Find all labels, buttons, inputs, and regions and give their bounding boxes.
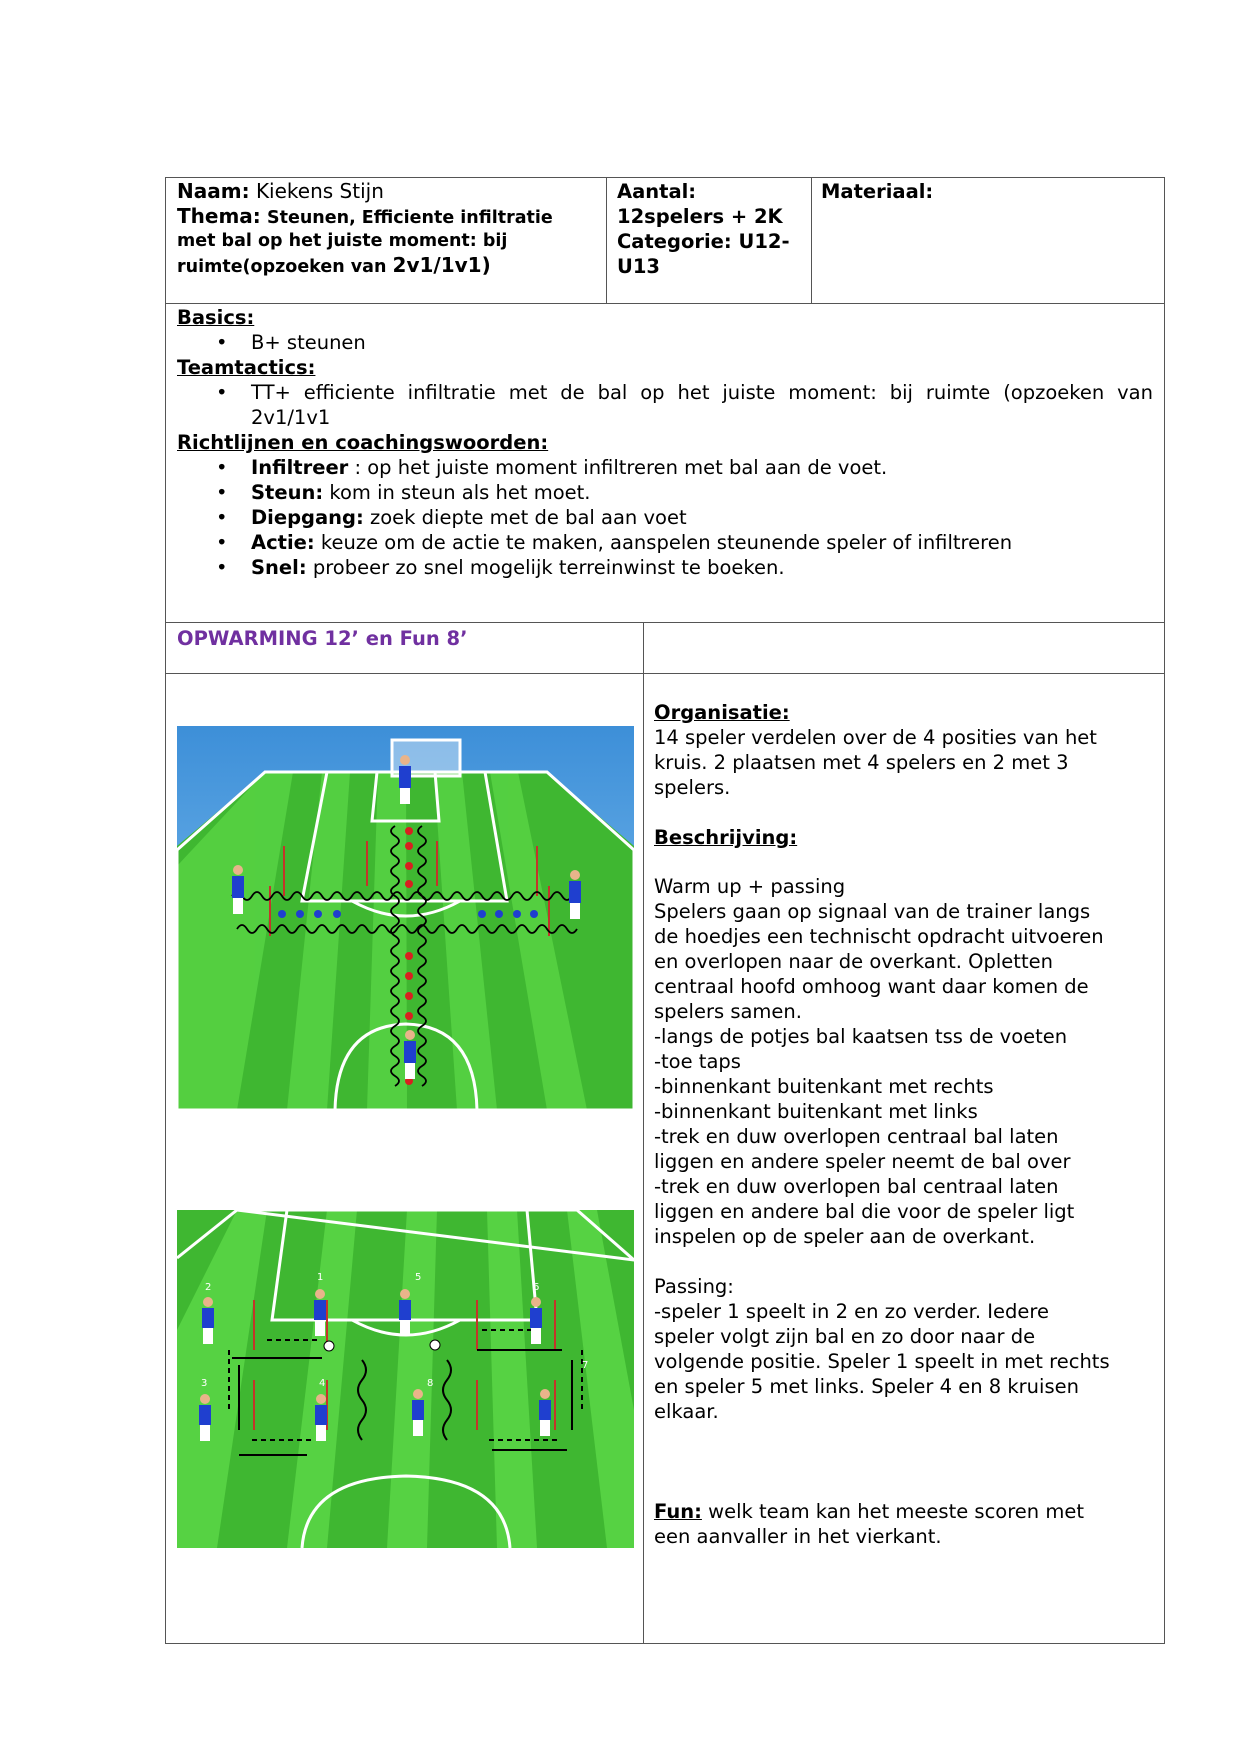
beschrijving-line: inspelen op de speler aan de overkant.: [654, 1225, 1036, 1248]
beschrijving-line: -langs de potjes bal kaatsen tss de voeten: [654, 1025, 1068, 1048]
basics-item: [216, 330, 366, 355]
beschrijving-line: -binnenkant buitenkant met links: [654, 1100, 978, 1123]
thema-label: Thema:: [177, 204, 261, 228]
passing-line: volgende positie. Speler 1 speelt in met rechts: [654, 1350, 1110, 1373]
thema-text-1: Steunen, Efficiente infiltratie: [266, 208, 553, 228]
thema-line2: met bal op het juiste moment: bij: [177, 231, 508, 251]
organisatie-title: Organisatie:: [654, 701, 790, 724]
bullet-icon: •: [216, 381, 228, 404]
fun-line1: [654, 1499, 1084, 1524]
beschrijving-line: de hoedjes een technischt opdracht uitvoeren: [654, 925, 1104, 948]
bullet-icon: •: [216, 481, 228, 504]
passing-number-2: 2: [205, 1282, 212, 1293]
beschrijving-line: -binnenkant buitenkant met rechts: [654, 1075, 994, 1098]
thema-line3: [177, 253, 491, 280]
richtlijn-item: [216, 480, 591, 505]
richtlijn-key: Actie:: [251, 531, 315, 554]
teamtactics-title: Teamtactics:: [177, 356, 316, 379]
richtlijn-item: [216, 555, 785, 580]
teamtactics-item: [216, 380, 1153, 405]
fun-title: Fun:: [654, 1500, 702, 1523]
beschrijving-line: Warm up + passing: [654, 875, 846, 898]
passing-number-4: 4: [319, 1378, 326, 1389]
richtlijn-text: keuze om de actie te maken, aanspelen steunende speler of infiltreren: [314, 531, 1013, 554]
richtlijn-text: zoek diepte met de bal aan voet: [363, 506, 687, 529]
richtlijn-text: probeer zo snel mogelijk terreinwinst te boeken.: [306, 556, 785, 579]
richtlijn-key: Snel:: [251, 556, 307, 579]
passing-number-7: 7: [582, 1360, 589, 1371]
beschrijving-line: liggen en andere bal die voor de speler ligt: [654, 1200, 1075, 1223]
passing-line: -speler 1 speelt in 2 en zo verder. Iedere: [654, 1300, 1050, 1323]
thema-text-3a: ruimte(opzoeken van: [177, 257, 393, 277]
passing-field-image: [177, 1210, 634, 1548]
beschrijving-line: en overlopen naar de overkant. Opletten: [654, 950, 1053, 973]
beschrijving-line: spelers samen.: [654, 1000, 802, 1023]
passing-line: Passing:: [654, 1275, 734, 1298]
opwarming-empty-cell: [643, 622, 1165, 674]
categorie-label: Categorie: U12-: [617, 230, 790, 253]
naam-value: Kiekens Stijn: [255, 179, 384, 203]
bullet-icon: •: [216, 456, 228, 479]
richtlijn-text: : op het juiste moment infiltreren met bal aan de voet.: [348, 456, 888, 479]
naam-label: Naam:: [177, 179, 250, 203]
beschrijving-line: -trek en duw overlopen bal centraal laten: [654, 1175, 1059, 1198]
categorie-value: U13: [617, 255, 660, 278]
teamtactics-line1: TT+ efficiente infiltratie met de bal op het juiste moment: bij ruimte (opzoeken van: [251, 381, 1153, 404]
richtlijn-item: [216, 530, 1013, 555]
organisatie-line: 14 speler verdelen over de 4 posities van het: [654, 726, 1097, 749]
passing-number-8: 8: [427, 1378, 434, 1389]
passing-line: speler volgt zijn bal en zo door naar de: [654, 1325, 1036, 1348]
bullet-icon: •: [216, 331, 228, 354]
materiaal-label: Materiaal:: [821, 180, 934, 203]
richtlijn-item: [216, 505, 687, 530]
thema-line1: [177, 204, 553, 231]
opwarming-title: OPWARMING 12’ en Fun 8’: [177, 627, 468, 650]
basics-title: Basics:: [177, 306, 255, 329]
passing-line: en speler 5 met links. Speler 4 en 8 kruisen: [654, 1375, 1079, 1398]
fun-text: welk team kan het meeste scoren met: [701, 1500, 1084, 1523]
aantal-value: 12spelers + 2K: [617, 205, 783, 228]
richtlijn-item: [216, 455, 888, 480]
passing-field-svg: [177, 1210, 634, 1548]
fun-line2: een aanvaller in het vierkant.: [654, 1525, 942, 1548]
beschrijving-line: -trek en duw overlopen centraal bal laten: [654, 1125, 1059, 1148]
passing-line: elkaar.: [654, 1400, 719, 1423]
richtlijn-key: Steun:: [251, 481, 324, 504]
organisatie-line: kruis. 2 plaatsen met 4 spelers en 2 met 3: [654, 751, 1069, 774]
organisatie-line: spelers.: [654, 776, 731, 799]
teamtactics-line2: 2v1/1v1: [251, 406, 331, 429]
beschrijving-title: Beschrijving:: [654, 826, 798, 849]
bullet-icon: •: [216, 506, 228, 529]
beschrijving-line: Spelers gaan op signaal van de trainer langs: [654, 900, 1091, 923]
passing-number-5: 5: [415, 1272, 422, 1283]
passing-number-3: 3: [201, 1378, 208, 1389]
richtlijnen-title: Richtlijnen en coachingswoorden:: [177, 431, 549, 454]
basics-item-text: B+ steunen: [251, 331, 366, 354]
bullet-icon: •: [216, 531, 228, 554]
richtlijn-key: Infiltreer: [251, 456, 349, 479]
richtlijn-text: kom in steun als het moet.: [323, 481, 591, 504]
richtlijn-key: Diepgang:: [251, 506, 364, 529]
bullet-icon: •: [216, 556, 228, 579]
passing-number-6: 6: [533, 1282, 540, 1293]
aantal-label: Aantal:: [617, 180, 697, 203]
beschrijving-line: -toe taps: [654, 1050, 741, 1073]
naam-line: [177, 179, 384, 204]
passing-number-1: 1: [317, 1272, 324, 1283]
warmup-field-image: [177, 726, 634, 1110]
warmup-field-svg: [177, 726, 634, 1110]
beschrijving-line: liggen en andere speler neemt de bal over: [654, 1150, 1071, 1173]
thema-text-3b: 2v1/1v1): [392, 253, 491, 277]
beschrijving-line: centraal hoofd omhoog want daar komen de: [654, 975, 1089, 998]
